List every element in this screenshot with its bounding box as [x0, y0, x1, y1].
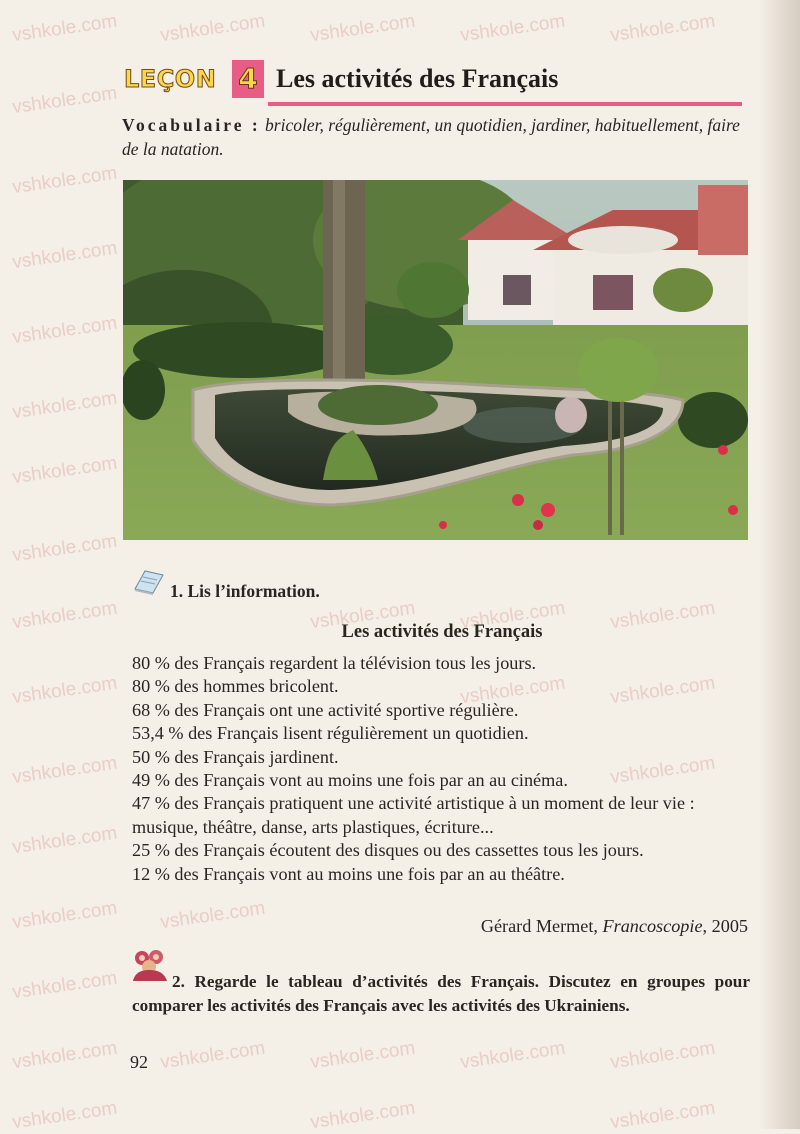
article-title: [0, 622, 800, 643]
watermark: vshkole.com: [10, 82, 119, 119]
list-item: 80 % des Français regardent la télévision tous les jours.: [132, 653, 537, 673]
watermark: vshkole.com: [608, 1097, 717, 1134]
watermark: vshkole.com: [158, 1037, 267, 1074]
source-book: Francoscopie: [602, 916, 703, 936]
watermark: vshkole.com: [10, 530, 119, 567]
watermark: vshkole.com: [308, 1097, 417, 1134]
watermark: vshkole.com: [458, 672, 567, 709]
page-number: 92: [130, 1052, 148, 1072]
exercise-1-title: 1. Lis l’information.: [170, 581, 320, 601]
vocabulary-label: Vocabulaire :: [122, 115, 261, 135]
watermark: vshkole.com: [10, 597, 119, 634]
page-edge-shadow: [760, 0, 800, 1129]
watermark: vshkole.com: [10, 1097, 119, 1134]
watermark: vshkole.com: [10, 897, 119, 934]
exercise-2-instructions: [132, 970, 750, 1018]
watermark: vshkole.com: [608, 597, 717, 634]
watermark: vshkole.com: [10, 822, 119, 859]
watermark: vshkole.com: [608, 1037, 717, 1074]
watermark: vshkole.com: [10, 752, 119, 789]
watermark: vshkole.com: [608, 10, 717, 47]
watermark: vshkole.com: [458, 597, 567, 634]
watermark: vshkole.com: [10, 312, 119, 349]
watermark: vshkole.com: [10, 452, 119, 489]
fact-list: [132, 652, 752, 886]
article-title-text: Les activités des Français: [341, 622, 543, 642]
exercise-2-text: 2. Regarde le tableau d’activités des Français. Discutez en groupes pour comparer les activités des Français avec les activités des Ukrainiens.: [132, 972, 750, 1015]
lesson-header: [118, 60, 740, 106]
watermark: vshkole.com: [158, 897, 267, 934]
list-item: 80 % des hommes bricolent.: [132, 676, 339, 697]
title-underline: [268, 102, 742, 106]
watermark: vshkole.com: [608, 672, 717, 709]
watermark: vshkole.com: [608, 752, 717, 789]
watermark: vshkole.com: [458, 1037, 567, 1074]
book-icon: [133, 567, 165, 599]
watermark: vshkole.com: [10, 1037, 119, 1074]
list-item: 68 % des Français ont une activité sportive régulière.: [132, 699, 519, 720]
source-year: , 2005: [702, 916, 748, 936]
list-item: 25 % des Français écoutent des disques ou des cassettes tous les jours.: [132, 840, 644, 861]
vocabulary-words: bricoler, régulièrement, un quotidien, jardiner, habituellement, faire de la natation.: [122, 115, 740, 159]
lesson-number: 4: [232, 60, 264, 98]
watermark: vshkole.com: [10, 162, 119, 199]
watermark: vshkole.com: [158, 10, 267, 47]
watermark: vshkole.com: [10, 237, 119, 274]
garden-illustration: [123, 180, 748, 540]
watermark: vshkole.com: [10, 967, 119, 1004]
list-item: 50 % des Français jardinent.: [132, 746, 339, 767]
lesson-badge: LEÇON: [124, 65, 217, 93]
watermark: vshkole.com: [308, 10, 417, 47]
vocabulary: [122, 113, 742, 161]
list-item: 47 % des Français pratiquent une activité artistique à un moment de leur vie : musique, théâtre, danse, arts plastiques, écriture...: [132, 793, 695, 837]
source-author: Gérard Mermet,: [480, 916, 598, 936]
lesson-title: Les activités des Français: [276, 64, 559, 93]
watermark: vshkole.com: [10, 672, 119, 709]
list-item: 49 % des Français vont au moins une fois par an au cinéma.: [132, 770, 568, 791]
source-citation: [481, 916, 748, 937]
watermark: vshkole.com: [308, 1037, 417, 1074]
watermark: vshkole.com: [458, 10, 567, 47]
list-item: 53,4 % des Français lisent régulièrement un quotidien.: [132, 723, 529, 744]
list-item: 12 % des Français vont au moins une fois par an au théâtre.: [132, 863, 565, 884]
garden-photo: [123, 180, 748, 540]
watermark: vshkole.com: [10, 387, 119, 424]
watermark: vshkole.com: [10, 10, 119, 47]
watermark: vshkole.com: [308, 597, 417, 634]
